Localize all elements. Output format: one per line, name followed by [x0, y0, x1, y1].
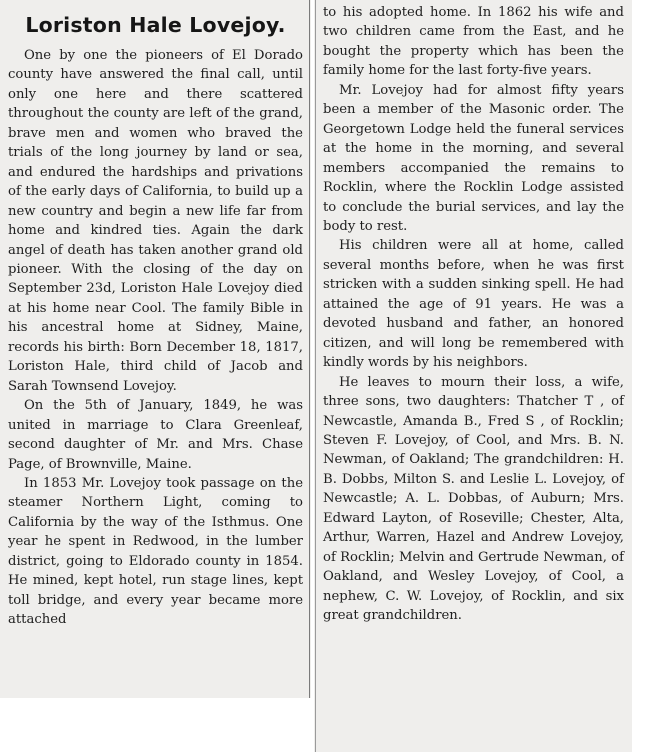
column-rule-left	[309, 0, 310, 698]
paragraph-masonic: Mr. Lovejoy had for almost fifty years been a member of the Masonic order. The Georgetown Lodge held the funeral services at the home in the morning, and several members accompanied the remains to Rocklin, where the Rocklin Lodge assisted to conclude the burial services, and lay the body to rest.	[323, 82, 624, 234]
newspaper-clipping-left-column	[0, 0, 311, 698]
paragraph-marriage: On the 5th of January, 1849, he was united in marriage to Clara Greenleaf, second daughter of Mr. and Mrs. Chase Page, of Brownville, Maine.	[8, 398, 303, 472]
paragraph-adopted-home: to his adopted home. In 1862 his wife and two children came from the East, and he bought the property which has been the family home for the last forty-five years.	[323, 5, 624, 79]
column-rule-right	[315, 0, 316, 752]
newspaper-clipping-right-column	[314, 0, 632, 752]
paragraph-children: His children were all at home, called several months before, when he was first stricken with a sudden sinking spell. He had attained the age of 91 years. He was a devoted husband and father, an honored citizen, and will long be remembered with kindly words by his neighbors.	[323, 238, 624, 371]
paragraph-survivors: He leaves to mourn their loss, a wife, three sons, two daughters: Thatcher T , of Newcastle, Amanda B., Fred S , of Rocklin; Steven F. Lovejoy, of Cool, and Mrs. B. N. Newman, of Oakland; The grandchildren: H. B. Dobbs, Milton S. and Leslie L. Lovejoy, of Newcastle; A. L. Dobbas, of Auburn; Mrs. Edward Layton, of Roseville; Chester, Alta, Arthur, Warren, Hazel and Andrew Lovejoy, of Rocklin; Melvin and Gertrude Newman, of Oakland, and Wesley Lovejoy, of Cool, a nephew, C. W. Lovejoy, of Rocklin, and six great grandchildren.	[323, 374, 624, 624]
paragraph-voyage: In 1853 Mr. Lovejoy took passage on the steamer Northern Light, coming to California by the way of the Isthmus. One year he spent in Redwood, in the lumber district, going to Eldorado county in 1854. He mined, kept hotel, run stage lines, kept toll bridge, and every year became more attached	[8, 475, 303, 628]
article-headline: Loriston Hale Lovejoy.	[25, 13, 286, 37]
paragraph-pioneers: One by one the pioneers of El Dorado county have answered the final call, until only one here and there scattered throughout the county are left of the grand, brave men and women who braved the trials of the long journey by land or sea, and endured the hardships and privations of the early days of California, to build up a new country and begin a new life far from home and kindred ties. Again the dark angel of death has taken another grand old pioneer. With the closing of the day on September 23d, Loriston Hale Lovejoy died at his home near Cool. The family Bible in his ancestral home at Sidney, Maine, records his birth: Born December 18, 1817, Loriston Hale, third child of Jacob and Sarah Townsend Lovejoy.	[8, 48, 303, 394]
